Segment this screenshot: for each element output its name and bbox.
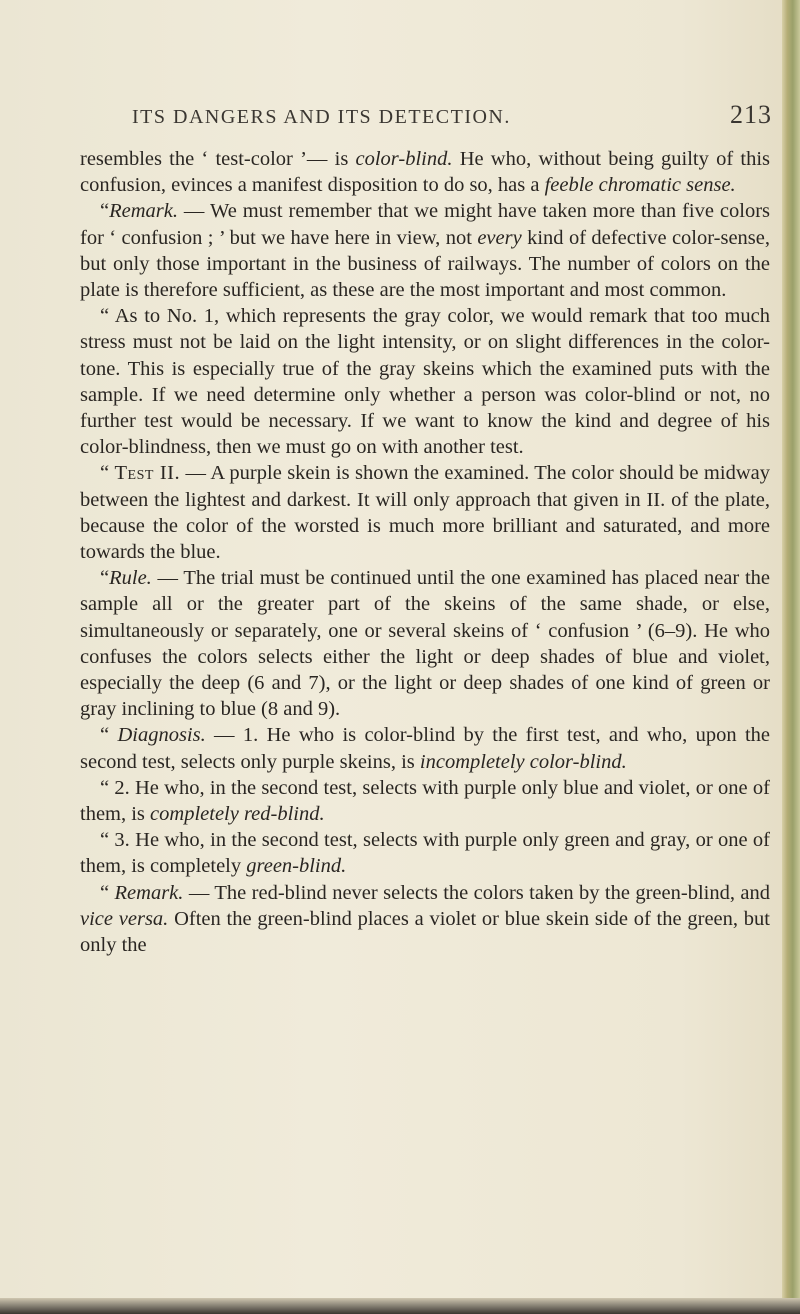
paragraph-text: “ 3. He who, in the second test, selects with purple only green and gray, or one of them, is completely xyxy=(80,829,770,878)
emphasis-text: incompletely color-blind. xyxy=(419,750,627,773)
paragraph-test-ii xyxy=(80,460,770,565)
emphasis-text: color-blind. xyxy=(355,148,453,170)
paragraph-text: — The trial must be continued until the one examined has placed near the sample all or the greater part of the skeins of the same shade, or else, simultaneously or separately, one or several skeins of ‘ confusion ’ (6–9). He who confuses the colors selects either the light or deep shades of blue and violet, especially the deep (6 and 7), or the light or deep shades of one kind of green or gray inclining to blue (8 and 9). xyxy=(80,567,770,721)
paragraph-diagnosis xyxy=(80,722,770,774)
paragraph-text: — We must remember that we might have taken more than five colors for ‘ confusion ; ’ but we have here in view, not xyxy=(80,200,770,249)
paragraph-diagnosis-2 xyxy=(80,775,770,827)
remark-label: Remark. xyxy=(114,881,184,904)
paragraph-remark xyxy=(80,198,770,303)
paragraph-text: resembles the ‘ test-color ’— is xyxy=(80,148,356,170)
open-quote: “ xyxy=(100,567,110,590)
paragraph-text: — 1. He who is color-blind by the first test, and who, upon the second test, selects only purple skeins, is xyxy=(80,724,770,773)
emphasis-text: green-blind. xyxy=(246,855,347,878)
page-bottom-edge xyxy=(0,1298,800,1314)
paragraph-remark-2 xyxy=(80,880,770,959)
open-quote: “ xyxy=(100,724,118,747)
remark-label: Remark. xyxy=(109,200,178,223)
diagnosis-label: Diagnosis. xyxy=(117,724,206,747)
emphasis-text: feeble chromatic sense. xyxy=(544,174,736,197)
test-heading: Test II. xyxy=(114,462,181,485)
body-text xyxy=(80,146,770,958)
open-quote: “ xyxy=(100,881,115,904)
paragraph-no1 xyxy=(80,303,770,460)
running-header xyxy=(132,100,772,132)
open-quote: “ xyxy=(100,462,115,485)
emphasis-text: completely red-blind. xyxy=(150,803,325,826)
page-binding-edge xyxy=(782,0,800,1314)
paragraph-1 xyxy=(80,146,770,198)
emphasis-text: every xyxy=(477,226,522,249)
paragraph-rule xyxy=(80,565,770,722)
paragraph-text: — A purple skein is shown the examined. The color should be midway between the lightest and darkest. It will only approach that given in II. of the plate, because the color of the worsted is much more brilliant and saturated, and more towards the blue. xyxy=(80,462,770,564)
running-title: ITS DANGERS AND ITS DETECTION. xyxy=(132,106,511,128)
emphasis-text: vice versa. xyxy=(80,907,169,930)
paragraph-text: Often the green-blind places a violet or blue skein side of the green, but only the xyxy=(80,907,770,957)
paragraph-text: “ As to No. 1, which represents the gray color, we would remark that too much stress must not be laid on the light intensity, or on slight differences in the color-tone. This is especially true of the gray skeins which the examined puts with the sample. If we need determine only whether a person was color-blind or not, no further test would be necessary. If we want to know the kind and degree of his color-blindness, then we must go on with another test. xyxy=(80,305,770,459)
page-number: 213 xyxy=(730,100,772,129)
paragraph-diagnosis-3 xyxy=(80,827,770,879)
paragraph-text: — The red-blind never selects the colors taken by the green-blind, and xyxy=(183,881,770,904)
open-quote: “ xyxy=(100,200,110,223)
paragraph-text: He who, without being guilty of this confusion, evinces a manifest disposition to do so, has a xyxy=(80,148,770,197)
rule-label: Rule. xyxy=(109,567,152,590)
paragraph-text: “ 2. He who, in the second test, selects with purple only blue and violet, or one of them, is xyxy=(80,776,770,826)
paragraph-text: kind of defective color-sense, but only those important in the business of railways. The number of colors on the plate is therefore sufficient, as these are the most important and most common. xyxy=(80,226,771,302)
